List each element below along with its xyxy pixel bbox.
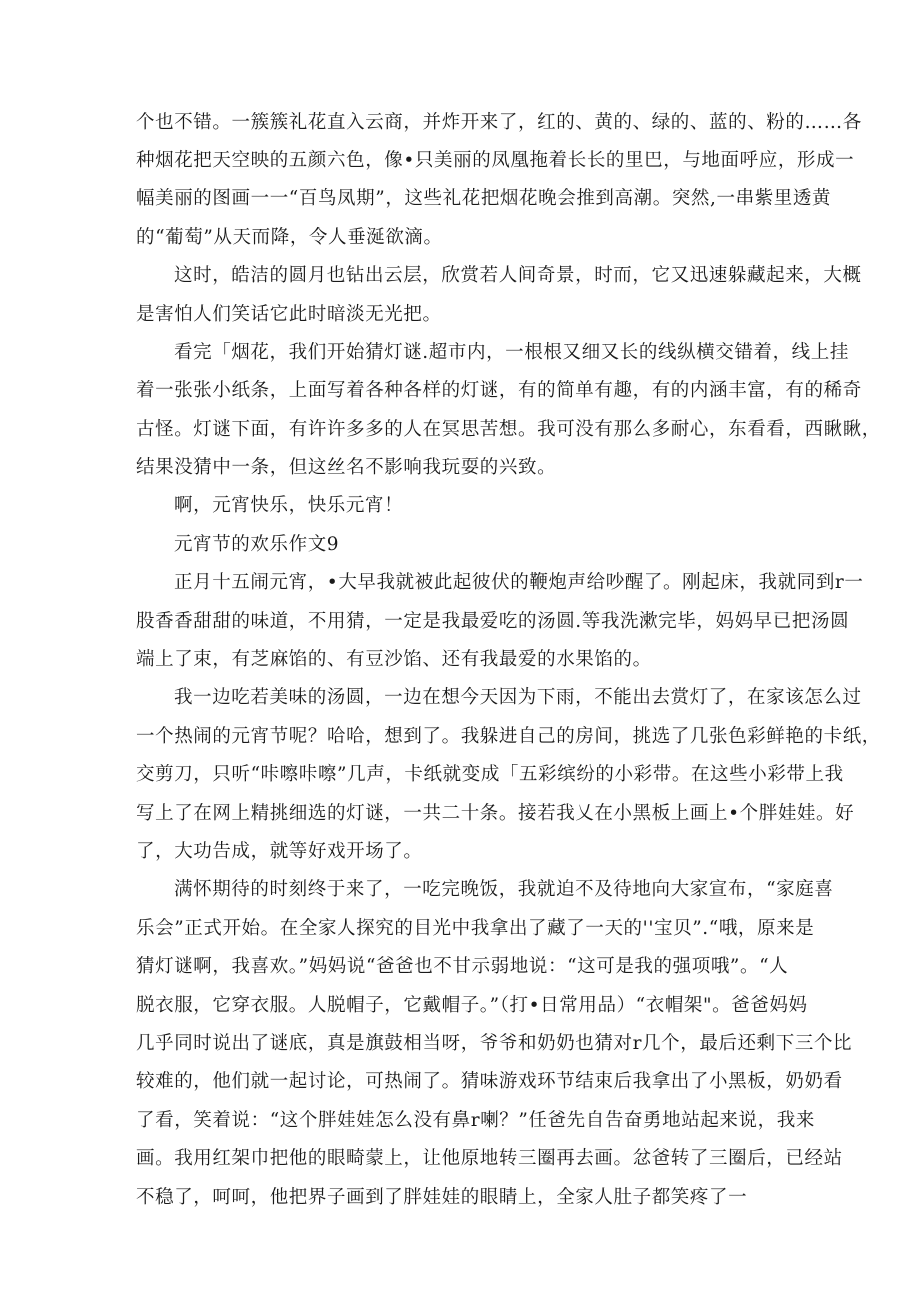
text-line: 这时，皓洁的圆月也钻出云层，欣赏若人间奇景，时而，它又迅速躲藏起来，大概 (174, 265, 862, 286)
text-line: 端上了束，有芝麻馅的、有豆沙馅、还有我最爱的水果馅的。 (136, 649, 652, 670)
text-line: 幅美丽的图画一一“百鸟凤期”，这些礼花把烟花晚会推到高潮。突然,一串紫里透黄 (136, 188, 832, 209)
text-line: 不稳了，呵呵，他把界子画到了胖娃娃的眼睛上，全家人肚子都笑疼了一 (136, 1187, 748, 1208)
text-line: 满怀期待的时刻终于来了，一吃完晚饭，我就迫不及待地向大家宣布，“家庭喜 (174, 879, 834, 900)
text-line: 我一边吃若美味的汤圆，一边在想今天因为下雨，不能出去赏灯了，在家该怎么过 (174, 687, 862, 708)
text-line: 啊，元宵快乐，快乐元宵！ (174, 495, 404, 516)
text-line: 股香香甜甜的味道，不用猜，一定是我最爱吃的汤圆.等我洗漱完毕，妈妈早已把汤圆 (136, 611, 850, 632)
text-line: 结果没猜中一条，但这丝名不影响我玩耍的兴致。 (136, 457, 557, 478)
text-line: 个也不错。一簇簇礼花直入云商，并炸开来了，红的、黄的、绿的、蓝的、粉的……各 (136, 112, 862, 133)
text-line: 脱衣服，它穿衣服。人脱帽子，它戴帽子。”（打•日常用品）“衣帽架"。爸爸妈妈 (136, 995, 808, 1016)
text-line: 的“葡萄”从天而降，令人垂涎欲滴。 (136, 227, 443, 248)
text-line: 猜灯谜啊，我喜欢。”妈妈说“爸爸也不甘示弱地说：“这可是我的强项哦”。“人 (136, 956, 789, 977)
text-line: 较难的，他们就一起讨论，可热闹了。猜味游戏环节结束后我拿出了小黑板，奶奶看 (136, 1071, 843, 1092)
text-line: 写上了在网上精挑细选的灯谜，一共二十条。接若我乂在小黑板上画上•个胖娃娃。好 (136, 803, 855, 824)
text-line: 了看，笑着说：“这个胖娃娃怎么没有鼻r喇？”任爸先自告奋勇地站起来说，我来 (136, 1110, 815, 1131)
text-line: 古怪。灯谜下面，有许许多多的人在冥思苦想。我可没有那么多耐心，东看看，西瞅瞅， (136, 419, 881, 440)
text-line: 看完「烟花，我们开始猜灯谜.超市内，一根根又细又长的线纵横交错着，线上挂 (174, 342, 849, 363)
text-line: 着一张张小纸条，上面写着各种各样的灯谜，有的简单有趣，有的内涵丰富，有的稀奇 (136, 380, 862, 401)
text-line: 了，大功告成，就等好戏开场了。 (136, 841, 423, 862)
text-line: 正月十五闹元宵，•大早我就被此起彼伏的鞭炮声给吵醒了。刚起床，我就同到r一 (174, 572, 864, 593)
text-line: 种烟花把天空映的五颜六色，像•只美丽的凤凰拖着长长的里巴，与地面呼应，形成一 (136, 150, 855, 171)
text-line: 是害怕人们笑话它此时暗淡无光把。 (136, 304, 442, 325)
heading-line: 元宵节的欢乐作文9 (174, 534, 340, 555)
text-line: 乐会”正式开始。在全家人探究的目光中我拿出了藏了一天的''宝贝”.“哦，原来是 (136, 918, 815, 939)
text-line: 画。我用红架巾把他的眼畸蒙上，让他原地转三圈再去画。忿爸转了三圈后，已经站 (136, 1148, 843, 1169)
text-line: 一个热闹的元宵节呢？哈哈，想到了。我躲进自己的房间，挑选了几张色彩鲜艳的卡纸， (136, 726, 881, 747)
text-line: 交剪刀，只听“咔嚓咔嚓”几声，卡纸就变成「五彩缤纷的小彩带。在这些小彩带上我 (136, 764, 844, 785)
text-line: 几乎同时说出了谜底，真是旗鼓相当呀，爷爷和奶奶也猜对r几个，最后还剩下三个比 (136, 1033, 853, 1054)
